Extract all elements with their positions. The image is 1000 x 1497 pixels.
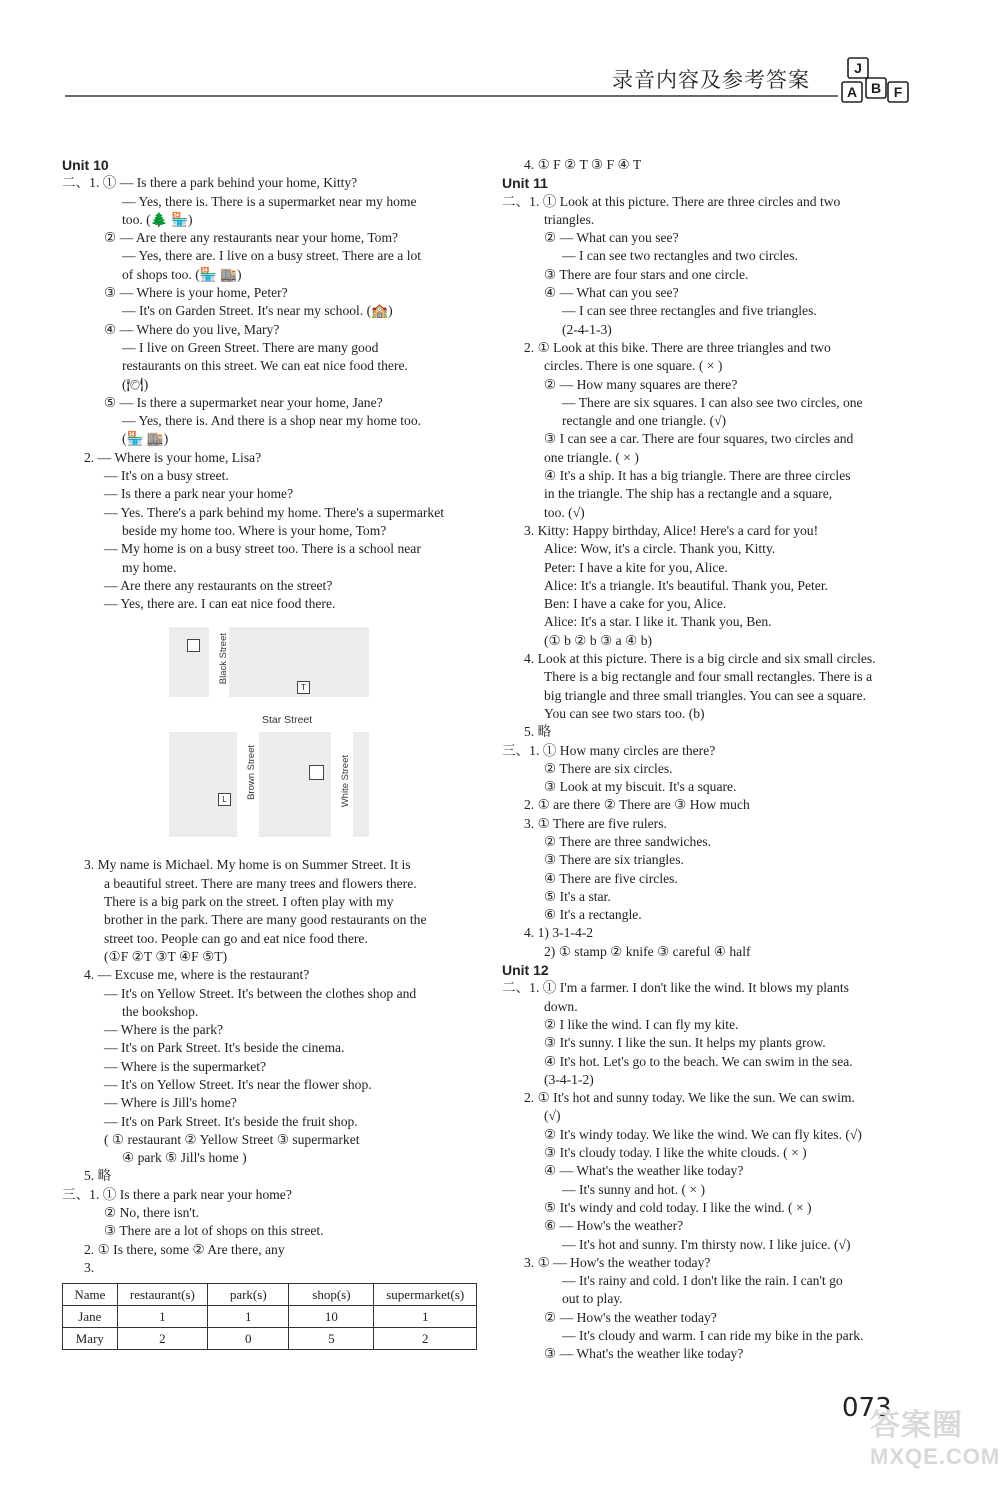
map-box-marker xyxy=(309,765,324,780)
text-line: ② No, there isn't. xyxy=(104,1205,200,1221)
text-line: — It's on Yellow Street. It's between the clothes shop and xyxy=(104,985,417,1001)
table-cell: 1 xyxy=(374,1306,477,1328)
text-line: (√) xyxy=(544,1108,561,1124)
answer-table xyxy=(62,1283,477,1350)
text-line: — Yes, there is. And there is a shop near my home too. xyxy=(122,413,422,429)
logo-letter-b: B xyxy=(870,80,882,96)
text-line: — It's hot and sunny. I'm thirsty now. I like juice. (√) xyxy=(562,1236,851,1252)
text-line: out to play. xyxy=(562,1291,623,1307)
text-line: — I can see three rectangles and five triangles. xyxy=(562,303,817,319)
page-header-title: 录音内容及参考答案 xyxy=(612,68,810,92)
text-line: brother in the park. There are many good restaurants on the xyxy=(104,912,427,928)
text-line: ② There are six circles. xyxy=(544,760,673,776)
text-line: (①F ②T ③T ④F ⑤T) xyxy=(104,948,228,964)
text-line: 2) ① stamp ② knife ③ careful ④ half xyxy=(544,943,751,959)
text-line: 二、1. ① Look at this picture. There are three circles and two xyxy=(502,193,841,209)
unit-11-content xyxy=(502,193,910,961)
unit-10-part-a xyxy=(62,174,477,613)
brown-street-label: Brown Street xyxy=(246,745,257,801)
text-line: Alice: It's a triangle. It's beautiful. Thank you, Peter. xyxy=(544,577,829,593)
map-block xyxy=(259,732,331,837)
text-line: a beautiful street. There are many trees and flowers there. xyxy=(104,875,417,891)
text-line: (🍽) xyxy=(122,376,149,392)
text-line: 三、1. ① Is there a park near your home? xyxy=(62,1186,292,1202)
text-line: restaurants on this street. We can eat nice food there. xyxy=(122,358,408,374)
map-t-marker: T xyxy=(297,681,310,694)
text-line: the bookshop. xyxy=(122,1003,199,1019)
text-line: ③ — Where is your home, Peter? xyxy=(104,285,288,301)
text-line: 2. ① Look at this bike. There are three triangles and two xyxy=(524,339,831,355)
text-line: — It's cloudy and warm. I can ride my bike in the park. xyxy=(562,1328,864,1343)
text-line: 3. My name is Michael. My home is on Summer Street. It is xyxy=(84,857,411,873)
text-line: ② — What can you see? xyxy=(544,230,679,246)
text-line: 4. 1) 3-1-4-2 xyxy=(524,925,594,941)
text-line: too. (🌲 🏪) xyxy=(122,211,193,227)
text-line: ④ park ⑤ Jill's home ) xyxy=(122,1150,247,1166)
text-line: — Are there any restaurants on the street? xyxy=(104,577,333,593)
text-line: ② — Are there any restaurants near your home, Tom? xyxy=(104,230,399,246)
table-header: Name xyxy=(63,1284,118,1306)
text-line: — My home is on a busy street too. There is a school near xyxy=(104,541,421,557)
watermark-url: MXQE.COM xyxy=(870,1444,1000,1469)
logo-letter-a: A xyxy=(846,84,858,100)
text-line: — It's on Garden Street. It's near my school. (🏫) xyxy=(122,303,393,319)
text-line: ( ① restaurant ② Yellow Street ③ supermarket xyxy=(104,1131,360,1147)
unit-10-part4-answers: 4. ① F ② T ③ F ④ T xyxy=(524,157,642,172)
text-line: 4. — Excuse me, where is the restaurant? xyxy=(84,967,310,983)
table-cell: Mary xyxy=(63,1328,118,1350)
text-line: ③ There are four stars and one circle. xyxy=(544,266,749,282)
map-block xyxy=(353,732,369,837)
text-line: You can see two stars too. (b) xyxy=(544,705,705,721)
watermark xyxy=(870,1400,1000,1470)
text-line: triangles. xyxy=(544,211,595,227)
text-line: — Where is the park? xyxy=(104,1022,224,1038)
table-header-row xyxy=(63,1284,477,1306)
text-line: 4. Look at this picture. There is a big circle and six small circles. xyxy=(524,651,876,667)
text-line: too. (√) xyxy=(544,504,585,520)
page-number: 073 xyxy=(842,1393,892,1423)
star-street-label: Star Street xyxy=(262,714,313,727)
text-line: ⑤ It's a star. xyxy=(544,888,611,904)
text-line: ③ Look at my biscuit. It's a square. xyxy=(544,779,737,795)
map-box-marker xyxy=(187,639,200,652)
table-row xyxy=(63,1328,477,1350)
text-line: ④ — What's the weather like today? xyxy=(544,1163,744,1179)
text-line: street too. People can go and eat nice food there. xyxy=(104,930,368,946)
text-line: (🏪 🏬) xyxy=(122,431,169,447)
text-line: (2-4-1-3) xyxy=(562,321,612,337)
text-line: 5. 略 xyxy=(84,1168,112,1184)
white-street-label: White Street xyxy=(340,755,351,808)
text-line: — It's sunny and hot. ( × ) xyxy=(562,1181,706,1197)
text-line: ③ I can see a car. There are four squares, two circles and xyxy=(544,431,854,447)
text-line: ③ It's cloudy today. I like the white clouds. ( × ) xyxy=(544,1145,807,1161)
text-line: my home. xyxy=(122,559,177,575)
text-line: 3. xyxy=(84,1259,95,1275)
unit-12-heading: Unit 12 xyxy=(502,962,549,979)
text-line: ⑤ It's windy and cold today. I like the wind. ( × ) xyxy=(544,1199,812,1215)
text-line: 二、1. ① — Is there a park behind your home, Kitty? xyxy=(62,175,358,191)
text-line: of shops too. (🏪 🏬) xyxy=(122,266,242,282)
text-line: — Where is the supermarket? xyxy=(104,1058,267,1074)
text-line: — Yes, there is. There is a supermarket near my home xyxy=(122,193,417,209)
table-cell: Jane xyxy=(63,1306,118,1328)
text-line: ④ — Where do you live, Mary? xyxy=(104,321,280,337)
text-line: — I can see two rectangles and two circles. xyxy=(562,248,798,264)
header-rule xyxy=(65,95,838,97)
text-line: down. xyxy=(544,998,578,1014)
text-line: ② There are three sandwiches. xyxy=(544,833,712,849)
text-line: Peter: I have a kite for you, Alice. xyxy=(544,559,728,575)
map-block xyxy=(169,732,237,837)
text-line: ② I like the wind. I can fly my kite. xyxy=(544,1016,739,1032)
unit-10-part-b xyxy=(62,856,477,1277)
text-line: ④ It's a ship. It has a big triangle. There are three circles xyxy=(544,468,851,484)
watermark-line: 答案圈 xyxy=(870,1409,963,1442)
text-line: ⑤ — Is there a supermarket near your home, Jane? xyxy=(104,394,383,410)
text-line: big triangle and three small triangles. You can see a square. xyxy=(544,687,867,703)
table-header: park(s) xyxy=(208,1284,289,1306)
text-line: 3. Kitty: Happy birthday, Alice! Here's a card for you! xyxy=(524,522,819,538)
table-header: shop(s) xyxy=(289,1284,374,1306)
left-column xyxy=(62,156,477,1350)
text-line: ③ There are a lot of shops on this street. xyxy=(104,1223,324,1239)
unit-10-heading: Unit 10 xyxy=(62,157,109,173)
text-line: ③ There are six triangles. xyxy=(544,852,684,868)
text-line: 二、1. ① I'm a farmer. I don't like the wind. It blows my plants xyxy=(502,980,849,996)
black-street-label: Black Street xyxy=(218,633,229,685)
text-line: — Is there a park near your home? xyxy=(104,486,294,502)
table-cell: 10 xyxy=(289,1306,374,1328)
text-line: — Yes, there are. I can eat nice food there. xyxy=(104,596,336,612)
logo-letter-j: J xyxy=(854,60,862,76)
text-line: 2. ① Is there, some ② Are there, any xyxy=(84,1241,285,1257)
text-line: ③ — What's the weather like today? xyxy=(544,1346,744,1362)
text-line: 2. ① are there ② There are ③ How much xyxy=(524,797,750,813)
text-line: one triangle. ( × ) xyxy=(544,449,639,465)
table-cell: 0 xyxy=(208,1328,289,1350)
text-line: ④ It's hot. Let's go to the beach. We can swim in the sea. xyxy=(544,1053,853,1069)
text-line: Alice: Wow, it's a circle. Thank you, Kitty. xyxy=(544,541,776,557)
table-header: restaurant(s) xyxy=(117,1284,207,1306)
text-line: — It's rainy and cold. I don't like the rain. I can't go xyxy=(562,1273,843,1289)
text-line: (3-4-1-2) xyxy=(544,1071,594,1087)
logo-letter-f: F xyxy=(893,84,903,100)
text-line: — It's on Park Street. It's beside the fruit shop. xyxy=(104,1113,358,1129)
text-line: 三、1. ① How many circles are there? xyxy=(502,742,716,758)
text-line: ⑥ — How's the weather? xyxy=(544,1218,684,1234)
text-line: 3. ① — How's the weather today? xyxy=(524,1254,711,1270)
map-l-marker: L xyxy=(218,793,231,806)
text-line: 5. 略 xyxy=(524,724,552,740)
text-line: Alice: It's a star. I like it. Thank you, Ben. xyxy=(544,614,772,630)
text-line: ③ It's sunny. I like the sun. It helps my plants grow. xyxy=(544,1035,826,1051)
table-cell: 2 xyxy=(117,1328,207,1350)
text-line: ② It's windy today. We like the wind. We can fly kites. (√) xyxy=(544,1126,862,1142)
text-line: ⑥ It's a rectangle. xyxy=(544,907,642,923)
text-line: rectangle and one triangle. (√) xyxy=(562,413,727,429)
table-row xyxy=(63,1306,477,1328)
table-cell: 5 xyxy=(289,1328,374,1350)
text-line: There is a big park on the street. I often play with my xyxy=(104,894,394,910)
text-line: There is a big rectangle and four small rectangles. There is a xyxy=(544,669,873,685)
street-map xyxy=(167,627,372,842)
text-line: — Yes. There's a park behind my home. There's a supermarket xyxy=(104,504,445,520)
unit-12-content xyxy=(502,979,910,1363)
unit-11-heading: Unit 11 xyxy=(502,175,548,192)
text-line: 3. ① There are five rulers. xyxy=(524,815,667,831)
text-line: (① b ② b ③ a ④ b) xyxy=(544,632,653,648)
table-cell: 2 xyxy=(374,1328,477,1350)
table-header: supermarket(s) xyxy=(374,1284,477,1306)
map-block xyxy=(169,627,209,697)
text-line: — There are six squares. I can also see two circles, one xyxy=(562,394,863,410)
table-cell: 1 xyxy=(117,1306,207,1328)
text-line: — It's on Park Street. It's beside the cinema. xyxy=(104,1040,345,1056)
text-line: 2. ① It's hot and sunny today. We like the sun. We can swim. xyxy=(524,1090,855,1106)
text-line: beside my home too. Where is your home, Tom? xyxy=(122,522,387,538)
text-line: 2. — Where is your home, Lisa? xyxy=(84,449,262,465)
text-line: — It's on a busy street. xyxy=(104,468,229,484)
text-line: circles. There is one square. ( × ) xyxy=(544,358,723,374)
text-line: ④ — What can you see? xyxy=(544,285,679,301)
text-line: Ben: I have a cake for you, Alice. xyxy=(544,596,727,612)
table-cell: 1 xyxy=(208,1306,289,1328)
text-line: in the triangle. The ship has a rectangle and a square, xyxy=(544,486,833,502)
abc-blocks-logo xyxy=(838,56,913,108)
text-line: ② — How many squares are there? xyxy=(544,376,738,392)
text-line: — Yes, there are. I live on a busy street. There are a lot xyxy=(122,248,422,264)
text-line: ② — How's the weather today? xyxy=(544,1309,717,1325)
text-line: — Where is Jill's home? xyxy=(104,1095,237,1111)
right-column xyxy=(502,156,910,1364)
text-line: — I live on Green Street. There are many good xyxy=(122,339,379,355)
text-line: — It's on Yellow Street. It's near the flower shop. xyxy=(104,1076,372,1092)
text-line: ④ There are five circles. xyxy=(544,870,678,886)
